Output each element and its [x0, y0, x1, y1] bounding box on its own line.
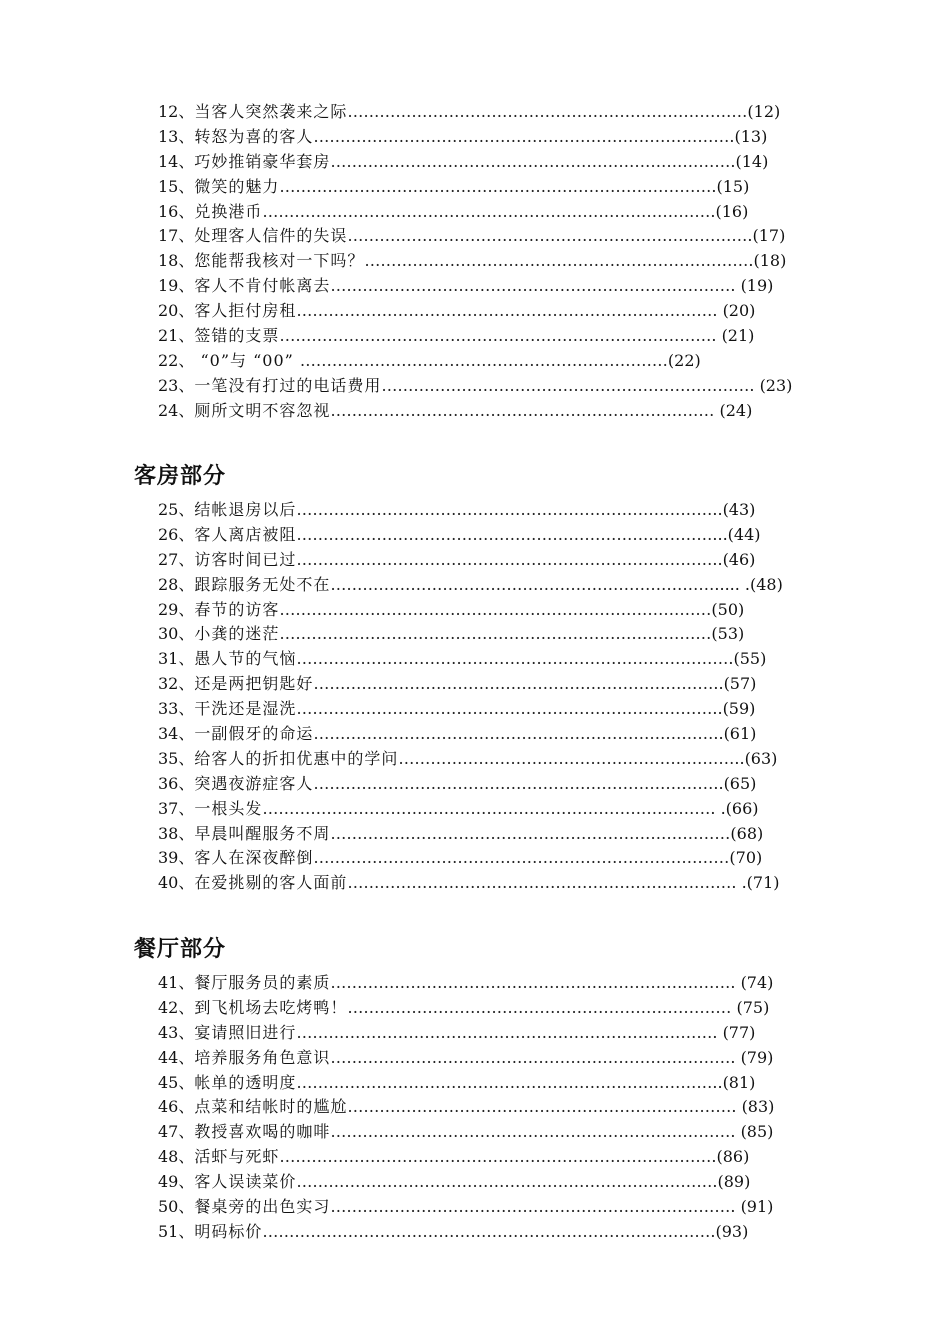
toc-entry-page: . (91): [730, 1197, 774, 1217]
toc-entry-page: .(18): [748, 251, 787, 271]
toc-entry-leader: ………………………………………………………………: [347, 1097, 732, 1117]
toc-entry: [158, 971, 798, 996]
toc-entry-page: .(55): [728, 649, 767, 669]
toc-entry: [158, 797, 798, 822]
toc-entry: [158, 747, 798, 772]
toc-entry-title: 还是两把钥匙好: [194, 674, 314, 694]
toc-entry-page: .(13): [729, 126, 768, 146]
toc-entry-page: .(86): [711, 1147, 750, 1167]
toc-entry-title: 结帐退房以后: [194, 500, 297, 519]
toc-entry: [158, 672, 798, 697]
toc-entry: [158, 846, 798, 871]
toc-entry-number: 51、: [158, 1221, 195, 1241]
toc-entry-title: 小龚的迷茫: [194, 624, 280, 644]
toc-entry: [158, 598, 798, 623]
toc-entry-leader: …………………………………………………………………: [330, 1197, 731, 1217]
toc-entry-title: 帐单的透明度: [194, 1072, 297, 1092]
toc-entry-title: 转怒为喜的客人: [194, 126, 314, 146]
toc-entry-title: 到飞机场去吃烤鸭！: [194, 997, 348, 1017]
toc-entry-page: ..(61): [713, 724, 757, 744]
toc-entry-title: 微笑的魅力: [194, 176, 280, 196]
toc-entry-number: 41、: [158, 973, 195, 992]
toc-entry: [158, 548, 798, 573]
toc-entry-leader: ………………………………………………………………………: [279, 326, 712, 346]
toc-entry: [158, 1170, 798, 1195]
toc-entry-title: 给客人的折扣优惠中的学问: [194, 748, 399, 768]
toc-entry-page: (50): [711, 599, 745, 619]
toc-entry-leader: …………………………………………………………………: [313, 724, 714, 744]
toc-entry-leader: …………………………………………………………………: [347, 102, 748, 121]
toc-entry-page: (53): [711, 624, 745, 644]
toc-entry-page: .(93): [710, 1221, 749, 1241]
toc-entry: [158, 996, 798, 1021]
toc-entry-page: (75): [731, 997, 770, 1017]
toc-entry-leader: ………………………………………………………………: [330, 574, 715, 594]
toc-entry-page: . (21): [711, 326, 755, 346]
toc-entry-number: 35、: [158, 748, 195, 768]
toc-entry: [158, 200, 798, 225]
toc-entry-number: 47、: [158, 1122, 195, 1142]
toc-entry-number: 45、: [158, 1072, 195, 1092]
toc-entry: [158, 1071, 798, 1096]
toc-entry-page: ..(57): [713, 674, 757, 694]
toc-entry: [158, 498, 798, 523]
toc-entry: [158, 249, 798, 274]
toc-entry-page: ..(65): [713, 773, 757, 793]
toc-entry-title: “0”与 “00”: [194, 350, 300, 370]
toc-entry-title: 明码标价: [194, 1221, 263, 1241]
toc-entry-number: 22、: [158, 350, 195, 370]
toc-entry-number: 42、: [158, 997, 195, 1017]
toc-entry-leader: ………………………………………………………………: [330, 400, 715, 420]
toc-entry-number: 44、: [158, 1047, 195, 1067]
toc-entry: [158, 523, 798, 548]
toc-entry-page: . (23): [749, 375, 793, 395]
toc-entry-number: 16、: [158, 201, 195, 221]
toc-entry-number: 49、: [158, 1172, 195, 1192]
toc-entry: [158, 125, 798, 150]
toc-entry-number: 30、: [158, 624, 195, 644]
toc-entry-title: 厕所文明不容忽视: [194, 400, 331, 420]
toc-entry: [158, 1021, 798, 1046]
toc-entry-title: 突遇夜游症客人: [194, 773, 314, 793]
toc-entry-leader: ………………………………………………………………………: [279, 176, 712, 196]
toc-entry-leader: …………………………………………………………………: [330, 823, 731, 843]
toc-entry-page: . .(66): [710, 798, 759, 818]
toc-entry-leader: ……………………………………………………………………: [296, 1072, 713, 1092]
toc-entry-leader: ……………………………………………………………………: [296, 301, 713, 321]
toc-entry-number: 15、: [158, 176, 195, 196]
toc-entry-number: 34、: [158, 724, 195, 744]
toc-entry-title: 客人误读菜价: [194, 1172, 297, 1192]
toc-entry-leader: …………………………………………………………………: [330, 151, 731, 171]
toc-entry: [158, 697, 798, 722]
toc-entry-number: 37、: [158, 798, 195, 818]
toc-entry: [158, 100, 798, 125]
toc-entry-number: 50、: [158, 1197, 195, 1217]
toc-entry-leader: ………………………………………………………………………: [296, 649, 729, 669]
toc-entry-leader: …………………………………………………………………: [347, 226, 748, 246]
toc-entry-title: 宴请照旧进行: [194, 1022, 297, 1042]
toc-entry-number: 25、: [158, 500, 195, 519]
toc-entry-leader: ………………………………………………………………: [347, 997, 732, 1017]
toc-entry-page: (22): [667, 350, 701, 370]
toc-entry-leader: ……………………………………………………………………: [296, 1172, 713, 1192]
toc-entry: [158, 374, 798, 399]
toc-entry-title: 教授喜欢喝的咖啡: [194, 1122, 331, 1142]
toc-entry-number: 12、: [158, 102, 195, 121]
toc-section-front-desk: [158, 100, 798, 424]
toc-entry-title: 培养服务角色意识: [194, 1047, 331, 1067]
toc-entry-leader: ………………………………………………………………: [364, 251, 749, 271]
toc-entry: [158, 871, 798, 896]
toc-entry-title: 客人拒付房租: [194, 301, 297, 321]
section-heading-restaurant: 餐厅部分: [134, 937, 227, 962]
toc-entry-number: 28、: [158, 574, 195, 594]
toc-entry-page: . (79): [730, 1047, 774, 1067]
toc-entry-leader: ……………………………………………………………: [299, 350, 668, 370]
toc-entry-leader: ……………………………………………………………: [381, 375, 750, 395]
toc-entry-title: 早晨叫醒服务不周: [194, 823, 331, 843]
toc-entry-leader: …………………………………………………………………: [330, 1122, 731, 1142]
toc-entry-page: . (74): [730, 973, 774, 992]
toc-entry: [158, 722, 798, 747]
toc-entry: [158, 399, 798, 424]
toc-entry-title: 当客人突然袭来之际: [194, 102, 348, 121]
toc-entry-title: 在爱挑剔的客人面前: [194, 873, 348, 893]
toc-entry-page: ..(46): [712, 549, 756, 569]
toc-entry-title: 餐桌旁的出色实习: [194, 1197, 331, 1217]
toc-entry-number: 17、: [158, 226, 195, 246]
toc-entry-number: 26、: [158, 524, 195, 544]
toc-entry: [158, 1046, 798, 1071]
toc-entry-page: ..(81): [712, 1072, 756, 1092]
toc-entry-title: 愚人节的气恼: [194, 649, 297, 669]
toc-entry: [158, 1095, 798, 1120]
toc-entry-title: 一副假牙的命运: [194, 724, 314, 744]
toc-entry-title: 客人在深夜醉倒: [194, 848, 314, 868]
toc-entry: [158, 274, 798, 299]
toc-entry-title: 春节的访客: [194, 599, 280, 619]
toc-entry: [158, 150, 798, 175]
toc-entry-number: 43、: [158, 1022, 195, 1042]
toc-entry-page: . (77): [712, 1022, 756, 1042]
toc-entry-page: (70): [729, 848, 763, 868]
toc-entry-title: 客人离店被阻: [194, 524, 297, 544]
toc-entry-number: 13、: [158, 126, 195, 146]
toc-entry-title: 活虾与死虾: [194, 1147, 280, 1167]
toc-entry-page: . (19): [730, 276, 774, 296]
toc-entry-title: 一根头发: [194, 798, 263, 818]
toc-entry-page: . (83): [731, 1097, 775, 1117]
toc-entry-leader: ……………………………………………………………………: [296, 1022, 713, 1042]
toc-entry: [158, 224, 798, 249]
toc-entry-page: .(17): [747, 226, 786, 246]
toc-entry: [158, 1145, 798, 1170]
toc-entry-title: 干洗还是湿洗: [194, 699, 297, 719]
toc-entry-leader: ……………………………………………………………………: [296, 699, 713, 719]
toc-entry-number: 19、: [158, 276, 195, 296]
toc-entry: [158, 349, 798, 374]
toc-entry-leader: ………………………………………………………………………: [279, 1147, 712, 1167]
toc-entry-leader: …………………………………………………………………: [330, 1047, 731, 1067]
toc-entry-page: . (20): [712, 301, 756, 321]
toc-entry-number: 48、: [158, 1147, 195, 1167]
toc-entry-number: 38、: [158, 823, 195, 843]
toc-entry-page: . (85): [730, 1122, 774, 1142]
toc-entry-page: (24): [714, 400, 753, 420]
toc-entry-leader: ……………………………………………………………………: [296, 500, 713, 519]
toc-entry-page: ...(44): [712, 524, 761, 544]
toc-entry: [158, 299, 798, 324]
toc-entry-leader: …………………………………………………………………………: [262, 201, 711, 221]
toc-entry-page: ..... .(48): [714, 574, 783, 594]
toc-entry-leader: …………………………………………………………………: [313, 773, 714, 793]
toc-entry-title: 处理客人信件的失误: [194, 226, 348, 246]
toc-entry-number: 24、: [158, 400, 195, 420]
toc-entry-number: 29、: [158, 599, 195, 619]
toc-entry-leader: ……………………………………………………………………: [313, 126, 730, 146]
toc-entry-leader: …………………………………………………………………: [313, 674, 714, 694]
toc-entry: [158, 772, 798, 797]
toc-entry-leader: ……………………………………………………………………: [313, 848, 730, 868]
toc-entry-page: (68): [730, 823, 764, 843]
toc-entry-number: 39、: [158, 848, 195, 868]
toc-entry: [158, 822, 798, 847]
toc-entry-number: 27、: [158, 549, 195, 569]
toc-entry-leader: …………………………………………………………………: [330, 973, 731, 992]
toc-entry-leader: ……………………………………………………………………: [296, 524, 713, 544]
toc-entry-page: .(15): [711, 176, 750, 196]
section-heading-housekeeping: 客房部分: [134, 464, 227, 489]
toc-entry-leader: ………………………………………………………………………: [279, 624, 712, 644]
toc-section-housekeeping: [158, 498, 798, 896]
toc-entry-title: 跟踪服务无处不在: [194, 574, 331, 594]
toc-entry-number: 23、: [158, 375, 195, 395]
toc-entry-title: 兑换港币: [194, 201, 263, 221]
toc-entry: [158, 324, 798, 349]
toc-entry: [158, 622, 798, 647]
toc-entry: [158, 573, 798, 598]
toc-entry-page: .(16): [710, 201, 749, 221]
toc-entry-page: . .(71): [731, 873, 780, 893]
toc-entry-leader: ………………………………………………………: [398, 748, 735, 768]
toc-entry-page: ..(43): [712, 500, 756, 519]
toc-entry-title: 访客时间已过: [194, 549, 297, 569]
toc-entry-title: 餐厅服务员的素质: [194, 973, 331, 992]
toc-entry: [158, 175, 798, 200]
toc-entry-leader: ………………………………………………………………: [347, 873, 732, 893]
toc-entry: [158, 1120, 798, 1145]
toc-entry-leader: …………………………………………………………………………: [262, 1221, 711, 1241]
toc-entry-number: 21、: [158, 326, 195, 346]
toc-entry-page: .(14): [730, 151, 769, 171]
toc-entry-page: ..(59): [712, 699, 756, 719]
toc-entry-number: 32、: [158, 674, 195, 694]
toc-entry-number: 40、: [158, 873, 195, 893]
toc-entry-number: 36、: [158, 773, 195, 793]
toc-entry: [158, 1220, 798, 1245]
toc-entry-number: 31、: [158, 649, 195, 669]
toc-entry-leader: ………………………………………………………………………: [279, 599, 712, 619]
toc-entry-leader: ……………………………………………………………………: [296, 549, 713, 569]
toc-entry-title: 巧妙推销豪华套房: [194, 151, 331, 171]
toc-entry-title: 签错的支票: [194, 326, 280, 346]
toc-entry-title: 客人不肯付帐离去: [194, 276, 331, 296]
toc-entry-number: 33、: [158, 699, 195, 719]
toc-entry-number: 14、: [158, 151, 195, 171]
toc-entry-number: 18、: [158, 251, 195, 271]
toc-entry: [158, 1195, 798, 1220]
toc-entry-leader: …………………………………………………………………………: [262, 798, 711, 818]
toc-entry-number: 46、: [158, 1097, 195, 1117]
toc-entry-title: 一笔没有打过的电话费用: [194, 375, 382, 395]
toc-entry-number: 20、: [158, 301, 195, 321]
toc-entry-page: (12): [747, 102, 781, 121]
toc-entry-title: 点菜和结帐时的尴尬: [194, 1097, 348, 1117]
toc-entry-page: .(89): [712, 1172, 751, 1192]
toc-entry-page: ..(63): [734, 748, 778, 768]
toc-entry-leader: …………………………………………………………………: [330, 276, 731, 296]
toc-entry: [158, 647, 798, 672]
toc-section-restaurant: [158, 971, 798, 1245]
toc-entry-title: 您能帮我核对一下吗？: [194, 251, 365, 271]
